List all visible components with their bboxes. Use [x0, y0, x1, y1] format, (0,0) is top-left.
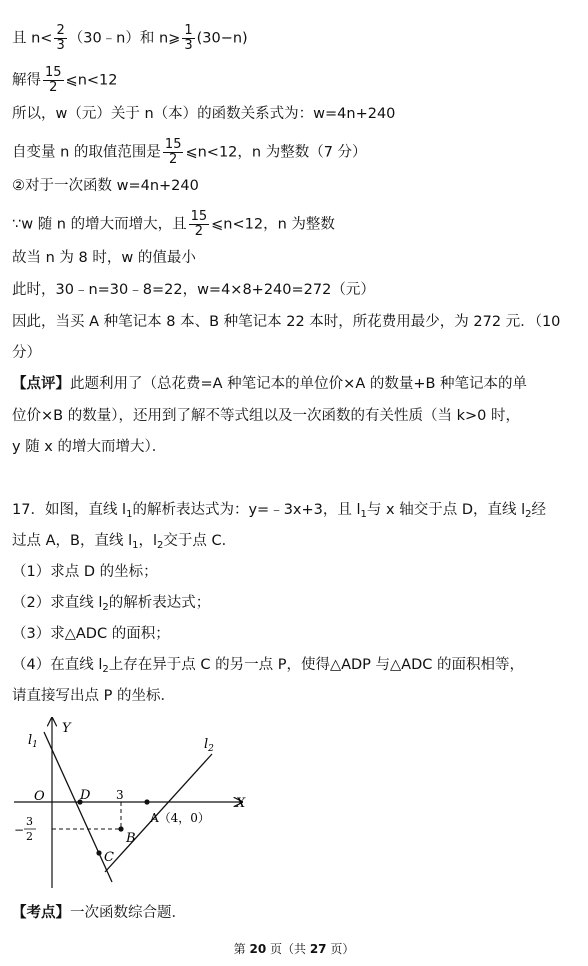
coordinate-figure	[10, 712, 260, 890]
comment-tag: 【点评】	[12, 376, 70, 392]
solution-line: 解得 $\frac{15}{2}$ ⩽n<12	[12, 65, 118, 95]
point-c	[96, 850, 101, 855]
part-3: （3）求△ADC 的面积；	[12, 626, 170, 642]
part-1: （1）求点 D 的坐标；	[12, 564, 158, 580]
label-frac-num: 3	[26, 815, 33, 828]
label-c: C	[104, 850, 114, 865]
text-segment: 且 n<	[12, 30, 53, 47]
conclusion-line: 因此，当买 A 种笔记本 8 本、B 种笔记本 22 本时，所花费用最少，为 272 元．（10	[12, 314, 561, 330]
label-o: O	[34, 789, 45, 804]
fraction: $\frac{15}{2}$	[45, 65, 62, 95]
line-l1	[44, 732, 112, 882]
calc-line: 此时，30﹣n=30﹣8=22，w=4×8+240=272（元）	[12, 282, 375, 298]
part-4-line-2: 请直接写出点 P 的坐标．	[12, 688, 175, 704]
fraction: $\frac{2}{3}$	[56, 23, 65, 53]
comment-line-2: 位价×B 的数量），还用到了解不等式组以及一次函数的有关性质（当 k>0 时，	[12, 408, 520, 424]
label-l2: $l_2$	[204, 737, 214, 754]
point-b	[118, 826, 123, 831]
increase-line: ∵w 随 n 的增大而增大，且 $\frac{15}{2}$ ⩽n<12，n 为整数	[12, 209, 335, 239]
kaodian-tag: 【考点】	[12, 905, 70, 921]
inequality-line	[12, 24, 248, 53]
label-d: D	[80, 788, 91, 803]
question-17: 17．如图，直线 $l_1$的解析表达式为：y=﹣3x+3，且 $l_1$与 x 轴交于点 D，直线 $l_2$经	[12, 502, 546, 520]
kaodian-line: 【考点】一次函数综合题．	[12, 905, 186, 921]
comment-line: 【点评】此题利用了（总花费=A 种笔记本的单位价×A 的数量+B 种笔记本的单	[12, 376, 528, 392]
point-a	[144, 799, 149, 804]
text-segment: （30﹣n）和 n⩾	[68, 30, 181, 47]
label-frac-den: 2	[26, 830, 33, 843]
label-l1: $l_1$	[28, 733, 38, 750]
relation-line: 所以，w（元）关于 n（本）的函数关系式为：w=4n+240	[12, 106, 396, 122]
part-4: （4）在直线 $l_2$上存在异于点 C 的另一点 P，使得△ADP 与△ADC 的面积相等，	[12, 657, 525, 675]
label-neg: −	[14, 823, 25, 837]
label-y: Y	[62, 721, 71, 736]
question-17-line-2: 过点 A，B，直线 $l_1$，$l_2$交于点 C．	[12, 533, 237, 551]
score-line: 分）	[12, 345, 41, 361]
function-line: ②对于一次函数 w=4n+240	[12, 178, 199, 194]
fraction: $\frac{15}{2}$	[164, 137, 182, 167]
fraction: $\frac{1}{3}$	[184, 23, 193, 53]
min-line: 故当 n 为 8 时，w 的值最小	[12, 250, 196, 266]
label-b: B	[126, 831, 136, 846]
page-footer: 第 20 页（共 27 页）	[233, 942, 355, 956]
label-a: A（4，0）	[150, 811, 210, 825]
part-2: （2）求直线 $l_2$的解析表达式；	[12, 595, 211, 613]
comment-line-3: y 随 x 的增大而增大）．	[12, 439, 167, 455]
fraction: $\frac{15}{2}$	[190, 209, 208, 239]
page-number: 20	[249, 942, 267, 956]
range-line: 自变量 n 的取值范围是 $\frac{15}{2}$ ⩽n<12，n 为整数（7 分）	[12, 137, 367, 167]
text-segment: (30−n)	[196, 30, 248, 47]
label-x: X	[236, 796, 246, 811]
page-total: 27	[309, 942, 327, 956]
label-3: 3	[116, 788, 124, 802]
